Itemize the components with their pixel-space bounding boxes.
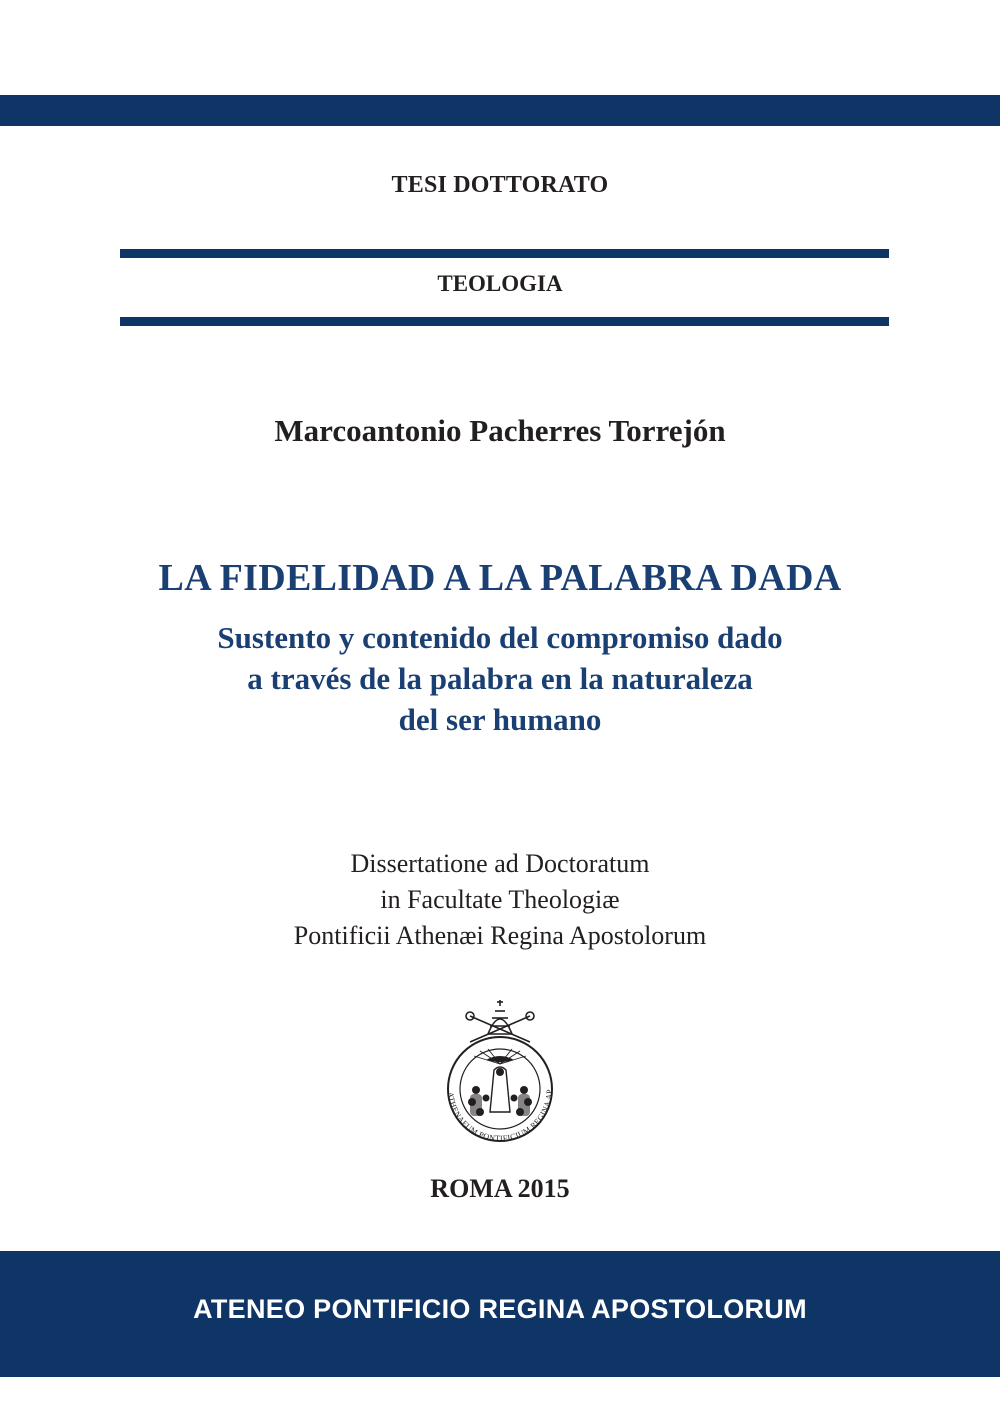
author-name: Marcoantonio Pacherres Torrejón [274,413,726,448]
subtitle-line: a través de la palabra en la naturaleza [247,661,753,696]
dissertation-line: Pontificii Athenæi Regina Apostolorum [293,921,707,950]
lower-rule [120,317,889,326]
university-seal-icon [430,994,570,1164]
dissertation-line: Dissertatione ad Doctoratum [350,849,650,878]
dissertation-statement [0,846,1000,954]
top-band [0,95,1000,126]
publisher-name: ATENEO PONTIFICIO REGINA APOSTOLORUM [193,1294,807,1324]
subtitle-line: del ser humano [398,702,602,737]
series-label: TESI DOTTORATO [391,172,609,198]
book-title: LA FIDELIDAD A LA PALABRA DADA [158,557,842,599]
svg-text:ATHENAEUM PONTIFICIUM REGINA A: ATHENAEUM PONTIFICIUM REGINA AP [446,1088,555,1144]
upper-rule [120,249,889,258]
book-subtitle [0,617,1000,740]
place-and-year: ROMA 2015 [430,1174,570,1203]
subtitle-line: Sustento y contenido del compromiso dado [217,620,783,655]
dissertation-line: in Facultate Theologiæ [380,885,620,914]
subject-label: TEOLOGIA [437,271,563,296]
bottom-band [0,1251,1000,1377]
